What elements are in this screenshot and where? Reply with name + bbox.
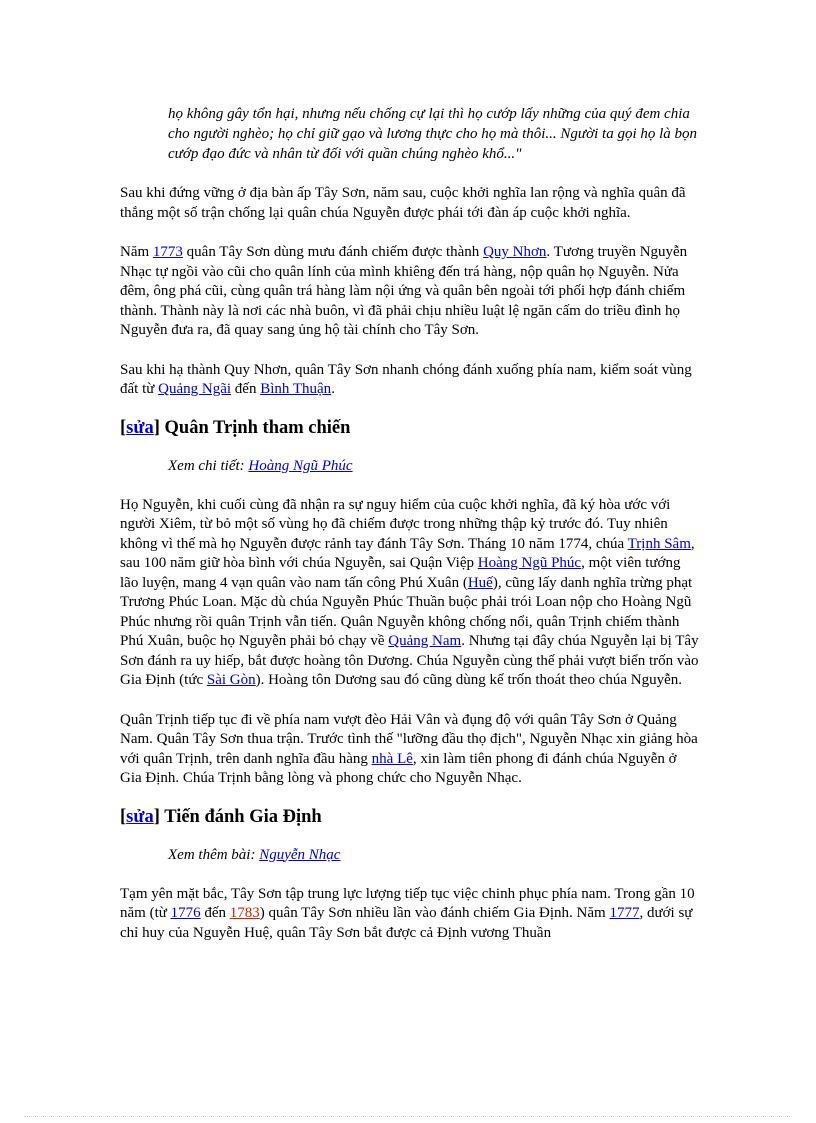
section-heading-gia-dinh: [sửa] Tiến đánh Gia Định — [120, 806, 322, 827]
link-nguyen-nhac[interactable]: Nguyễn Nhạc — [259, 846, 341, 863]
quote-block: họ không gây tổn hại, nhưng nếu chống cự lại thì họ cướp lấy những của quý đem chia cho người nghèo; họ chỉ giữ gạo và lương thực cho họ mà thôi... Người ta gọi họ là bọn cướp đạo đức và nhân từ đối với quần chúng nghèo khổ..." — [168, 106, 698, 162]
link-quang-nam[interactable]: Quảng Nam — [388, 633, 462, 649]
link-hue[interactable]: Huế — [467, 574, 493, 591]
link-1777[interactable]: 1777 — [609, 905, 640, 921]
link-quang-ngai[interactable]: Quảng Ngãi — [158, 381, 232, 397]
link-binh-thuan[interactable]: Bình Thuận — [260, 381, 332, 397]
section-heading-trinh: [sửa] Quân Trịnh tham chiến — [120, 417, 351, 438]
edit-link[interactable]: sửa — [126, 806, 154, 827]
paragraph-6: Tạm yên mặt bắc, Tây Sơn tập trung lực lượng tiếp tục việc chinh phục phía nam. Trong gần 10 năm (từ 1776 đến 1783) quân Tây Sơn nhiều lần vào đánh chiếm Gia Định. Năm 1777, dưới sự chỉ huy của Nguyễn Huệ, quân Tây Sơn bắt được cả Định vương Thuần — [120, 885, 695, 941]
link-hoang-ngu-phuc-2[interactable]: Hoàng Ngũ Phúc — [477, 555, 582, 571]
link-sai-gon[interactable]: Sài Gòn — [206, 672, 256, 688]
link-quy-nhon[interactable]: Quy Nhơn — [483, 244, 547, 260]
paragraph-1: Sau khi đứng vững ở địa bàn ấp Tây Sơn, năm sau, cuộc khởi nghĩa lan rộng và nghĩa quân đã thắng một số trận chống lại quân chúa Nguyễn được phái tới đàn áp cuộc khởi nghĩa. — [120, 185, 686, 221]
section-title: Quân Trịnh tham chiến — [164, 417, 351, 438]
see-also: Xem thêm bài: Nguyễn Nhạc — [168, 846, 341, 863]
edit-link[interactable]: sửa — [126, 417, 154, 438]
paragraph-3: Sau khi hạ thành Quy Nhơn, quân Tây Sơn nhanh chóng đánh xuống phía nam, kiểm soát vùng đất từ Quảng Ngãi đến Bình Thuận. — [120, 361, 692, 397]
link-1776[interactable]: 1776 — [170, 905, 201, 921]
link-hoang-ngu-phuc[interactable]: Hoàng Ngũ Phúc — [248, 457, 353, 474]
paragraph-4: Họ Nguyễn, khi cuối cùng đã nhận ra sự nguy hiểm của cuộc khởi nghĩa, đã ký hòa ước với người Xiêm, từ bỏ một số vùng họ đã chiếm được trong những thập kỷ trước đó. Tuy nhiên không vì thế mà họ Nguyễn được rảnh tay đánh Tây Sơn. Tháng 10 năm 1774, chúa Trịnh Sâm, sau 100 năm giữ hòa bình với chúa Nguyễn, sai Quận Việp Hoàng Ngũ Phúc, một viên tướng lão luyện, mang 4 vạn quân vào nam tấn công Phú Xuân (Huế), cũng lấy danh nghĩa trừng phạt Trương Phúc Loan. Mặc dù chúa Nguyễn Phúc Thuần buộc phải trói Loan nộp cho Hoàng Ngũ Phúc nhưng rồi quân Trịnh vẫn tiến. Quân Nguyễn không chống nổi, quân Trịnh chiếm thành Phú Xuân, buộc họ Nguyễn phải bỏ chạy về Quảng Nam. Nhưng tại đây chúa Nguyễn lại bị Tây Sơn đánh ra uy hiếp, bắt được hoàng tôn Dương. Chúa Nguyễn cùng thế phải vượt biển trốn vào Gia Định (tức Sài Gòn). Hoàng tôn Dương sau đó cũng dùng kế trốn thoát theo chúa Nguyễn. — [120, 496, 699, 688]
article-body — [120, 104, 700, 943]
link-1773[interactable]: 1773 — [152, 244, 183, 260]
link-nha-le[interactable]: nhà Lê — [371, 750, 413, 767]
paragraph-5: Quân Trịnh tiếp tục đi về phía nam vượt đèo Hải Vân và đụng độ với quân Tây Sơn ở Quảng Nam. Quân Tây Sơn thua trận. Trước tình thế "lưỡng đầu thọ địch", Nguyễn Nhạc xin giảng hòa với quân Trịnh, trên danh nghĩa đầu hàng nhà Lê, xin làm tiên phong đi đánh chúa Nguyễn ở Gia Định. Chúa Trịnh bằng lòng và phong chức cho Nguyễn Nhạc. — [120, 711, 698, 786]
see-details: Xem chi tiết: Hoàng Ngũ Phúc — [168, 457, 353, 474]
link-trinh-sam[interactable]: Trịnh Sâm — [627, 535, 691, 552]
section-title: Tiến đánh Gia Định — [164, 806, 322, 827]
paragraph-2: Năm 1773 quân Tây Sơn dùng mưu đánh chiếm được thành Quy Nhơn. Tương truyền Nguyễn Nhạc tự ngồi vào cũi cho quân lính của mình khiêng đến trá hàng, nộp quân họ Nguyễn. Nửa đêm, ông phá cũi, cùng quân trá hàng làm nội ứng và quân bên ngoài tới phối hợp đánh chiếm thành. Thành này là nơi các nhà buôn, vì đã phải chịu nhiều luật lệ ngăn cấm do triều đình họ Nguyễn đưa ra, đã quay sang ủng hộ tài chính cho Tây Sơn. — [120, 244, 688, 338]
page-bottom-divider — [24, 1116, 792, 1117]
link-1783[interactable]: 1783 — [229, 905, 260, 921]
